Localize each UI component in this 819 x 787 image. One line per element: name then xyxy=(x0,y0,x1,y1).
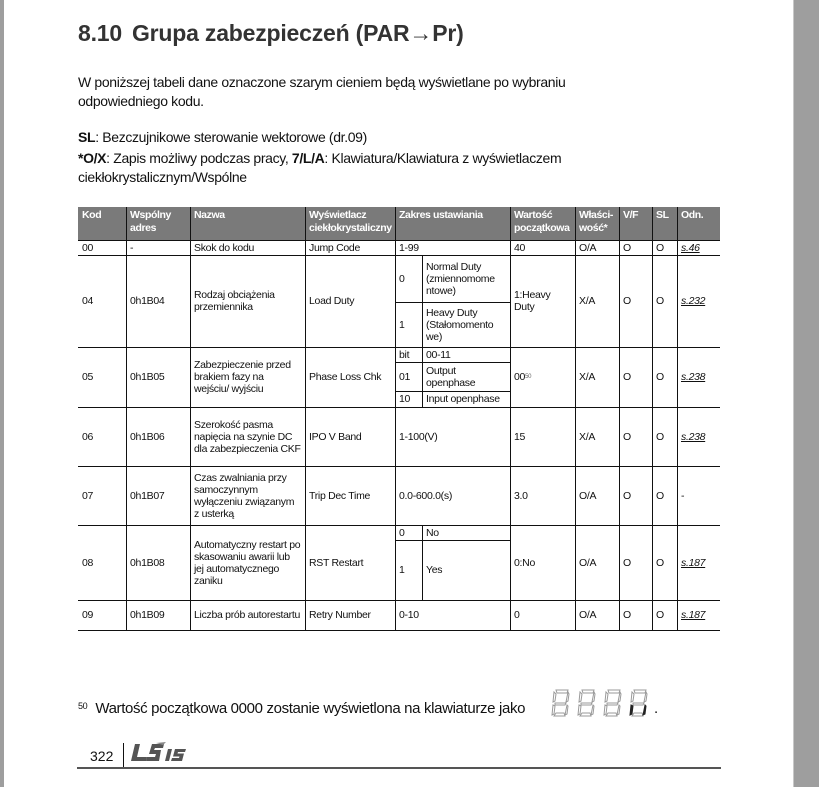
row-07-odn: - xyxy=(681,489,685,502)
intro-paragraph xyxy=(78,73,565,111)
header-sl: SL xyxy=(656,209,669,221)
row-04-option-1-value: 1 xyxy=(399,318,405,331)
footnote-text: Wartość początkowa 0000 zostanie wyświetlona na klawiaturze jako xyxy=(95,700,526,717)
header-wlasciwosc: Właści- wość* xyxy=(579,209,613,234)
row-07-adres: 0h1B07 xyxy=(130,489,165,502)
row-06-sl: O xyxy=(656,430,664,443)
row-06-wartosc: 15 xyxy=(514,430,526,443)
viewer-left-edge xyxy=(0,0,4,787)
row-06-wlasciwosc: X/A xyxy=(579,430,596,443)
section-title-text: Grupa zabezpieczeń (PAR→Pr) xyxy=(131,20,464,46)
row-05-wartosc: 00 50 xyxy=(514,371,532,383)
row-04-wartosc: 1:Heavy Duty xyxy=(514,289,551,313)
row-05-adres: 0h1B05 xyxy=(130,371,165,383)
footer-rule xyxy=(77,767,721,769)
row-00-wlasciwosc: O/A xyxy=(579,241,597,254)
row-05-option-1-text: Output openphase xyxy=(426,364,476,389)
row-09-lcd: Retry Number xyxy=(309,609,371,621)
header-kod: Kod xyxy=(82,209,102,221)
intro-line-1: W poniższej tabeli dane oznaczone szarym cieniem będą wyświetlane po wybraniu xyxy=(78,74,566,90)
row-04-option-0-text: Normal Duty (zmiennomome ntowe) xyxy=(426,260,495,297)
row-09-nazwa: Liczba prób autorestartu xyxy=(194,609,301,621)
row-07-vf: O xyxy=(623,489,631,502)
row-04-wlasciwosc: X/A xyxy=(579,295,596,307)
row-08-odn-link[interactable]: s.187 xyxy=(681,556,706,569)
row-09-sl: O xyxy=(656,609,664,621)
row-05-option-2-value: 10 xyxy=(399,393,411,405)
row-05-odn-link[interactable]: s.238 xyxy=(681,371,706,383)
row-08-option-0-value: 0 xyxy=(399,526,405,539)
footer-separator xyxy=(123,743,124,767)
row-08-option-1-value: 1 xyxy=(399,564,405,576)
row-06-nazwa: Szerokość pasma napięcia na szynie DC dla zabezpieczenia CKF xyxy=(194,418,301,455)
row-05-option-2-text: Input openphase xyxy=(426,393,500,405)
row-08-option-1-text: Yes xyxy=(426,564,443,576)
row-09-wlasciwosc: O/A xyxy=(579,609,597,621)
header-wartosc: Wartość początkowa xyxy=(514,209,570,234)
row-05-option-1-value: 01 xyxy=(399,370,411,383)
row-05-nazwa: Zabezpieczenie przed brakiem fazy na wejściu/ wyjściu xyxy=(194,359,291,395)
row-04-adres: 0h1B04 xyxy=(130,295,165,307)
ox-legend xyxy=(78,149,561,187)
row-05-wlasciwosc: X/A xyxy=(579,371,596,383)
row-08-kod: 08 xyxy=(82,556,94,569)
page-number: 322 xyxy=(90,748,114,764)
header-zakres: Zakres ustawiania xyxy=(399,209,483,221)
footnote xyxy=(78,700,525,717)
row-05-kod: 05 xyxy=(82,371,94,383)
row-06-kod: 06 xyxy=(82,430,94,443)
row-divider xyxy=(78,630,720,631)
row-09-adres: 0h1B09 xyxy=(130,609,165,621)
sl-legend xyxy=(78,128,367,147)
row-06-zakres: 1-100(V) xyxy=(399,430,438,443)
row-07-sl: O xyxy=(656,489,664,502)
row-09-vf: O xyxy=(623,609,631,621)
row-07-wartosc: 3.0 xyxy=(514,489,528,502)
row-05-option-0-value: bit xyxy=(399,348,410,361)
row-00-wartosc: 40 xyxy=(514,241,526,254)
section-title xyxy=(78,20,464,47)
row-00-odn-link[interactable]: s.46 xyxy=(681,241,700,254)
header-nazwa: Nazwa xyxy=(194,209,225,221)
row-05-vf: O xyxy=(623,371,631,383)
row-04-sl: O xyxy=(656,295,664,307)
row-06-adres: 0h1B06 xyxy=(130,430,165,443)
row-08-nazwa: Automatyczny restart po skasowaniu awarii lub jej automatycznego zaniku xyxy=(194,538,301,587)
section-number: 8.10 xyxy=(78,20,122,46)
row-08-wlasciwosc: O/A xyxy=(579,556,597,569)
keypad-text-2: ciekłokrystalicznym/Wspólne xyxy=(78,169,247,185)
row-04-option-0-value: 0 xyxy=(399,272,405,285)
header-adres: Wspólny adres xyxy=(130,209,171,234)
ox-text: : Zapis możliwy podczas pracy, xyxy=(106,150,292,166)
sl-text: : Bezczujnikowe sterowanie wektorowe (dr.09) xyxy=(95,129,367,145)
row-00-lcd: Jump Code xyxy=(309,241,360,254)
segment-digit-icon xyxy=(577,688,597,718)
row-04-odn-link[interactable]: s.232 xyxy=(681,295,706,307)
row-06-vf: O xyxy=(623,430,631,443)
header-odn: Odn. xyxy=(681,209,704,221)
row-08-wartosc: 0:No xyxy=(514,556,535,569)
row-00-kod: 00 xyxy=(82,241,94,254)
segment-digit-lit-icon xyxy=(629,688,649,718)
row-05-wartosc-value: 00 xyxy=(514,371,526,383)
parameter-table xyxy=(78,207,720,631)
row-06-lcd: IPO V Band xyxy=(309,430,362,443)
row-07-zakres: 0.0-600.0(s) xyxy=(399,489,453,502)
footnote-period: . xyxy=(654,700,659,717)
row-09-odn-link[interactable]: s.187 xyxy=(681,609,706,621)
row-04-nazwa: Rodzaj obciążenia przemiennika xyxy=(194,289,275,313)
segment-digit-icon xyxy=(551,688,571,718)
row-08-option-0-text: No xyxy=(426,526,439,539)
table-header xyxy=(78,207,720,240)
lsis-logo xyxy=(130,742,198,769)
row-00-zakres: 1-99 xyxy=(399,241,419,254)
sl-label: SL xyxy=(78,129,96,145)
row-05-option-0-text: 00-11 xyxy=(426,348,451,361)
row-08-vf: O xyxy=(623,556,631,569)
segment-digit-icon xyxy=(603,688,623,718)
row-07-nazwa: Czas zwalniania przy samoczynnym wyłączeniu związanym z usterką xyxy=(194,471,295,520)
keypad-text: : Klawiatura/Klawiatura z wyświetlaczem xyxy=(324,150,562,166)
row-00-adres: - xyxy=(130,241,134,254)
viewer-right-scrollbar-area[interactable] xyxy=(793,0,819,787)
row-06-odn-link[interactable]: s.238 xyxy=(681,430,706,443)
row-04-lcd: Load Duty xyxy=(309,295,355,307)
row-04-kod: 04 xyxy=(82,295,94,307)
row-04-option-1-text: Heavy Duty (Stałomomento we) xyxy=(426,306,494,343)
row-05-sl: O xyxy=(656,371,664,383)
row-09-wartosc: 0 xyxy=(514,609,520,621)
row-08-lcd: RST Restart xyxy=(309,556,364,569)
header-lcd: Wyświetlacz ciekłokrystaliczny xyxy=(309,209,392,234)
footnote-number: 50 xyxy=(78,701,88,711)
ox-label: *O/X xyxy=(78,150,107,166)
keypad-label: 7/L/A xyxy=(291,150,325,166)
row-07-kod: 07 xyxy=(82,489,94,502)
row-07-wlasciwosc: O/A xyxy=(579,489,597,502)
row-09-zakres: 0-10 xyxy=(399,609,419,621)
intro-line-2: odpowiedniego kodu. xyxy=(78,93,204,109)
header-vf: V/F xyxy=(623,209,639,221)
row-07-lcd: Trip Dec Time xyxy=(309,489,371,502)
row-09-kod: 09 xyxy=(82,609,94,621)
row-08-sl: O xyxy=(656,556,664,569)
row-04-vf: O xyxy=(623,295,631,307)
row-00-nazwa: Skok do kodu xyxy=(194,241,255,254)
row-00-vf: O xyxy=(623,241,631,254)
row-08-adres: 0h1B08 xyxy=(130,556,165,569)
row-00-sl: O xyxy=(656,241,664,254)
row-05-lcd: Phase Loss Chk xyxy=(309,371,382,383)
seven-segment-display xyxy=(551,688,649,718)
